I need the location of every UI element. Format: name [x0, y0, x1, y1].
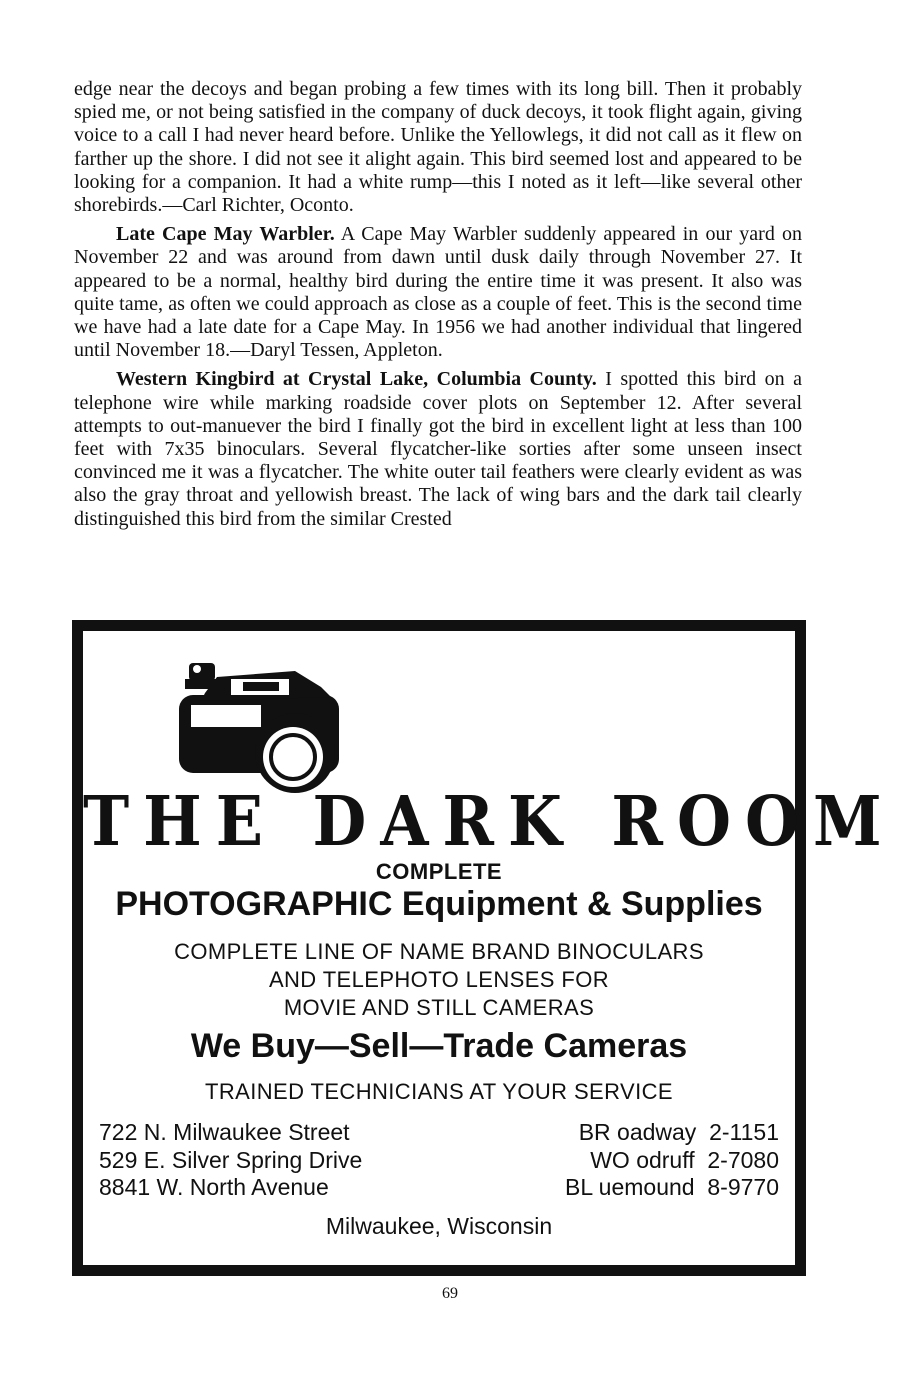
ad-line-cameras: MOVIE AND STILL CAMERAS	[283, 995, 595, 1020]
paragraph-cape-may	[74, 223, 802, 362]
phone-line: BL uemound 8-9770	[565, 1174, 779, 1200]
heading-kingbird: Western Kingbird at Crystal Lake, Columbia County.	[116, 368, 597, 391]
phone-line: BR oadway 2-1151	[578, 1119, 779, 1145]
ad-trade-line: We Buy—Sell—Trade Cameras	[190, 1027, 688, 1065]
article-text	[74, 78, 802, 537]
ad-headline: PHOTOGRAPHIC Equipment & Supplies	[115, 885, 763, 923]
phone-line: WO odruff 2-7080	[590, 1146, 779, 1173]
address-line: 8841 W. North Avenue	[99, 1174, 329, 1200]
address-line: 529 E. Silver Spring Drive	[99, 1146, 363, 1173]
ad-city: Milwaukee, Wisconsin	[325, 1213, 553, 1239]
ad-line-binoculars: COMPLETE LINE OF NAME BRAND BINOCULARS	[174, 939, 704, 964]
body-cape-may: A Cape May Warbler suddenly appeared in our yard on November 22 and was around from dawn until dusk daily through November 27. It appeared to be a normal, healthy bird during the entire time it was present. It also was quite tame, as often we could approach as close as a couple of feet. This is the second time we have had a late date for a Cape May. In 1956 we had another individual that lingered until November 18.—Daryl Tessen, Appleton.	[74, 223, 802, 362]
ad-complete-label: COMPLETE	[375, 859, 503, 884]
address-line: 722 N. Milwaukee Street	[99, 1119, 350, 1145]
paragraph-richter: edge near the decoys and began probing a few times with its long bill. Then it probably spied me, or not being satisfied in the company of duck decoys, it took flight again, giving voice to a call I had never heard before. Unlike the Yellowlegs, it did not call as it flew on farther up the shore. I did not see it alight again. This bird seemed lost and appeared to be looking for a companion. It had a white rump—this I noted as it left—like several other shorebirds.—Carl Richter, Oconto.	[74, 78, 802, 217]
paragraph-kingbird	[74, 368, 802, 530]
ad-brand-title: THE DARK ROOM	[83, 781, 896, 862]
ad-phones	[565, 1119, 779, 1202]
ad-service-line: TRAINED TECHNICIANS AT YOUR SERVICE	[205, 1079, 673, 1104]
camera-icon	[171, 657, 361, 797]
heading-cape-may: Late Cape May Warbler.	[116, 223, 335, 246]
body-kingbird: I spotted this bird on a telephone wire while marking roadside cover plots on September 12. After several attempts to out-manuever the bird I finally got the bird in excellent light at less than 100 feet with 7x35 binoculars. Several flycatcher-like sorties after some unseen insect convinced me it was a flycatcher. The white outer tail feathers were clearly evident as was also the gray throat and yellowish breast. The lack of wing bars and the dark tail clearly distinguished this bird from the similar Crested	[74, 368, 802, 530]
ad-addresses	[99, 1119, 362, 1202]
dark-room-advertisement	[72, 620, 896, 1276]
ad-line-lenses: AND TELEPHOTO LENSES FOR	[268, 967, 610, 992]
page-number: 69	[442, 1285, 458, 1302]
